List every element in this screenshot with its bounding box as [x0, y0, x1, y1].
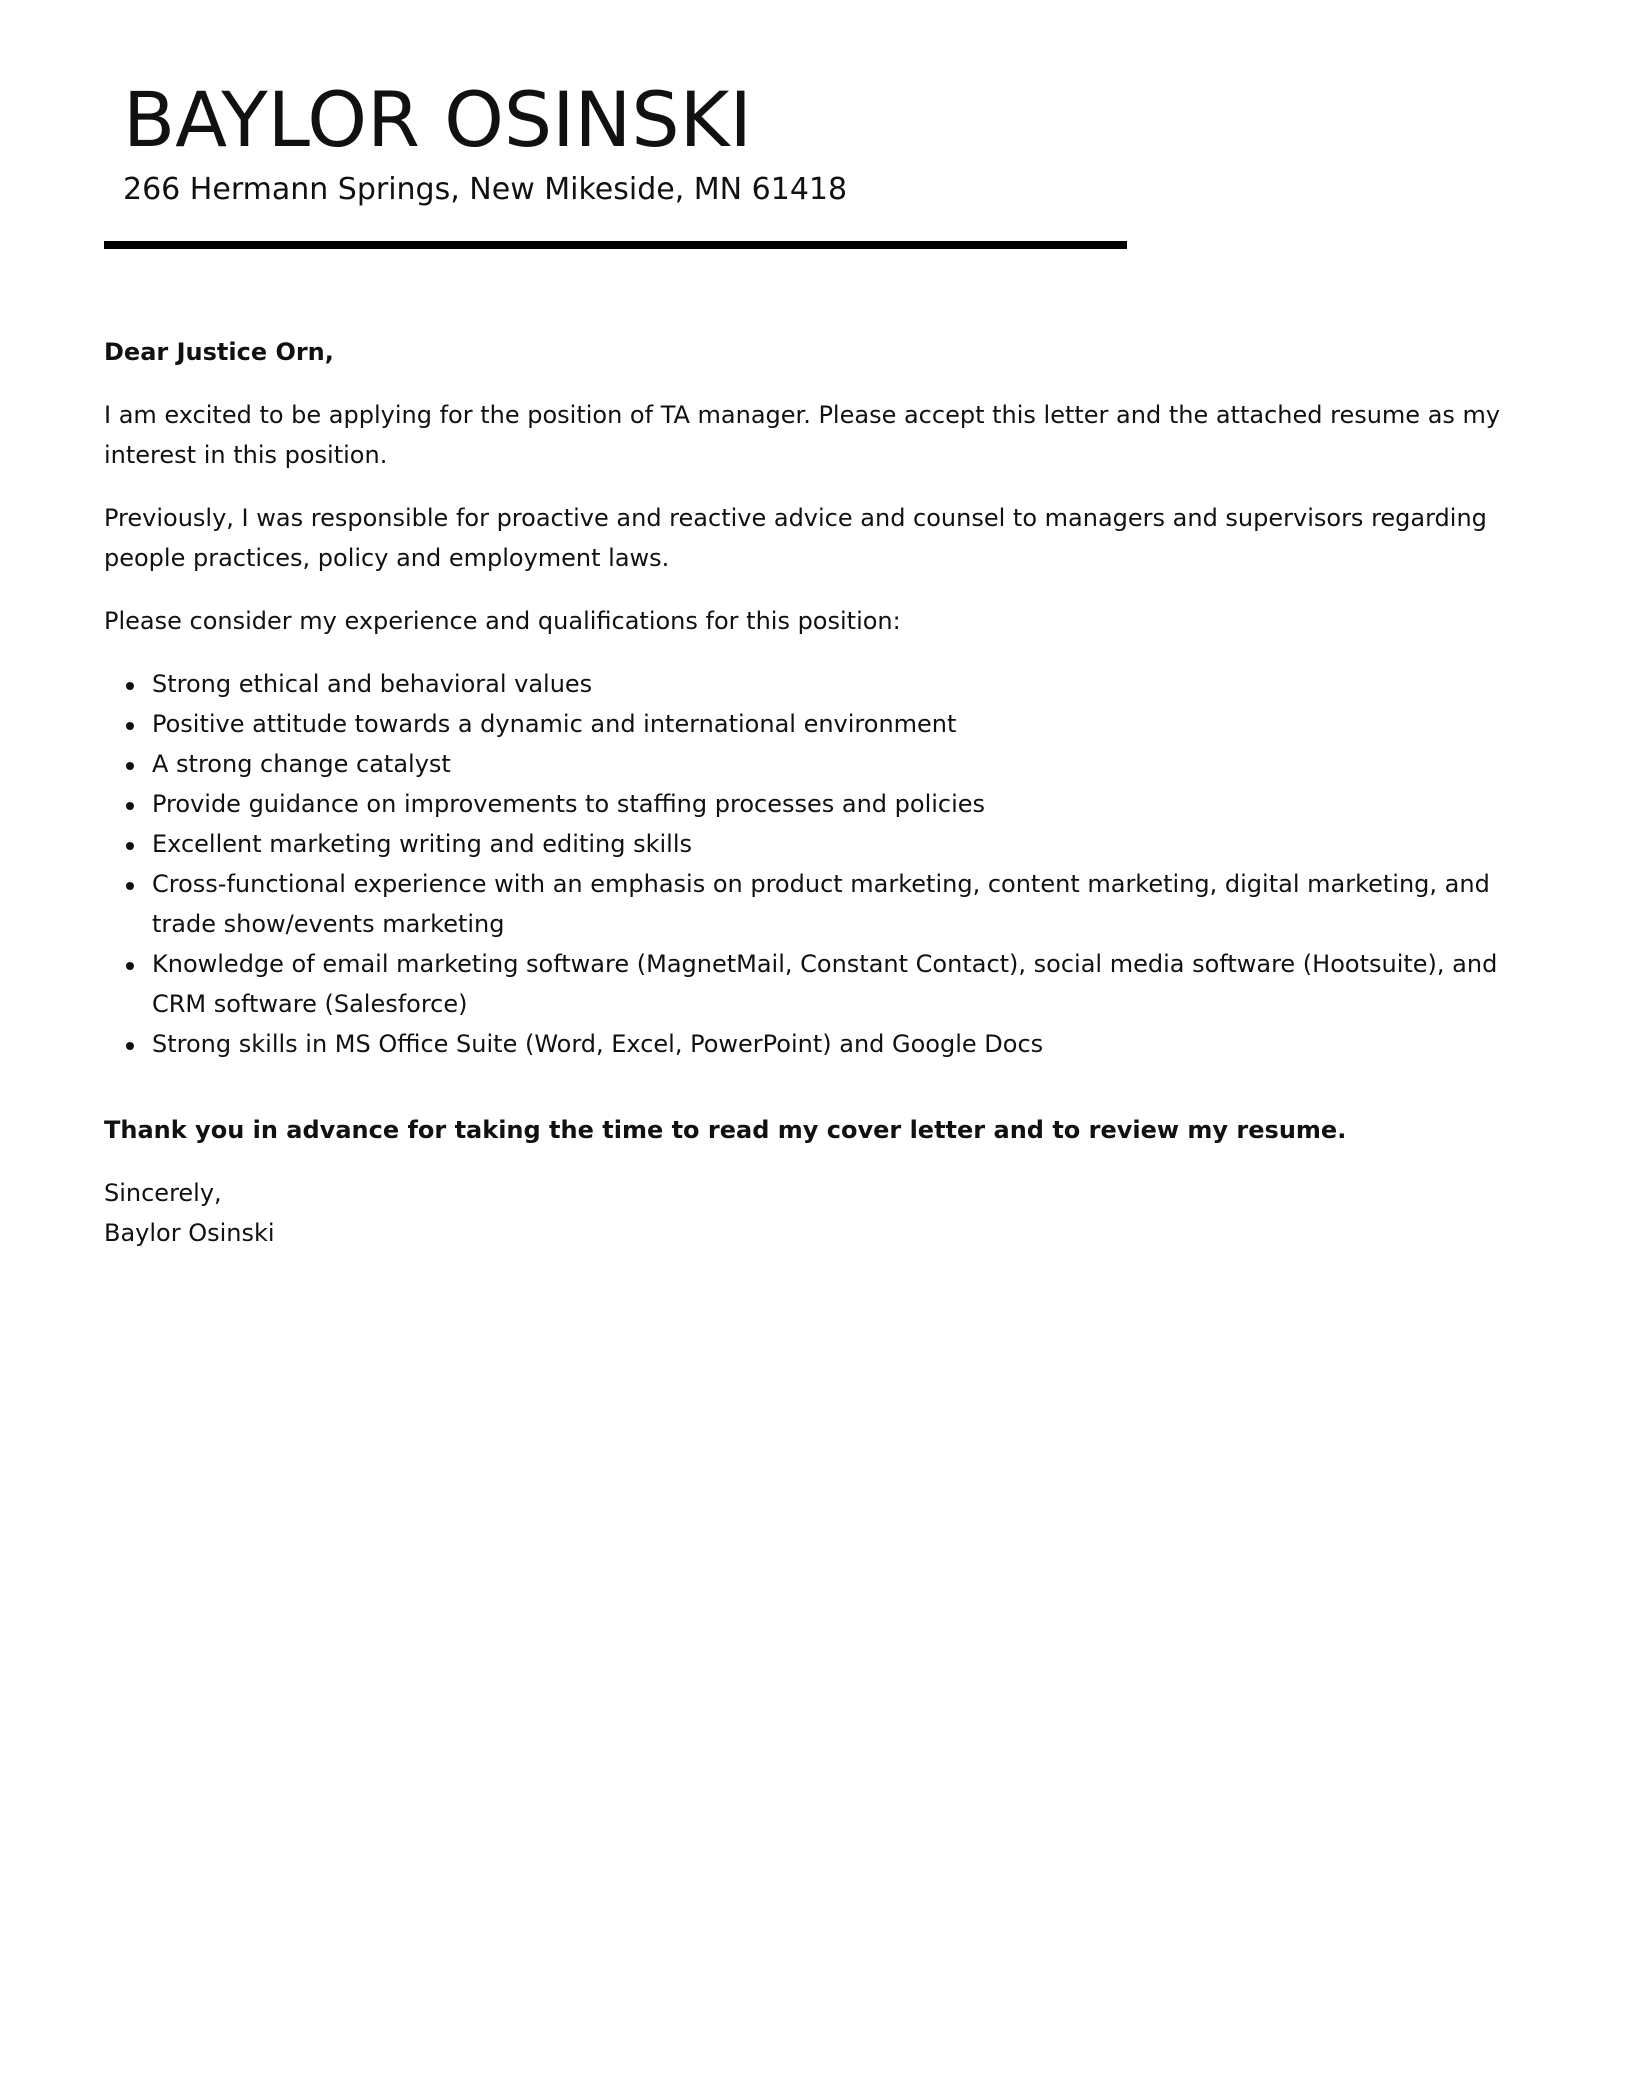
- list-item-text: A strong change catalyst: [152, 750, 451, 778]
- header-divider: [104, 241, 1127, 249]
- bullet-icon: [126, 682, 134, 690]
- list-item-text: Cross-functional experience with an emphasis on product marketing, content marketing, digital marketing, and trade show/events marketing: [152, 870, 1490, 938]
- applicant-address: 266 Hermann Springs, New Mikeside, MN 61418: [123, 172, 848, 207]
- list-item: [152, 784, 1534, 824]
- bullet-icon: [126, 762, 134, 770]
- bullet-icon: [126, 802, 134, 810]
- list-item-text: Provide guidance on improvements to staffing processes and policies: [152, 790, 986, 818]
- list-item: [152, 864, 1534, 944]
- bullet-icon: [126, 882, 134, 890]
- bullet-icon: [126, 722, 134, 730]
- qualifications-list: [104, 664, 1534, 1064]
- list-item-text: Excellent marketing writing and editing skills: [152, 830, 692, 858]
- list-item-text: Knowledge of email marketing software (MagnetMail, Constant Contact), social media software (Hootsuite), and CRM software (Salesforce): [152, 950, 1498, 1018]
- list-item: [152, 1024, 1534, 1064]
- qualifications-intro: Please consider my experience and qualifications for this position:: [104, 607, 901, 635]
- list-item-text: Strong skills in MS Office Suite (Word, Excel, PowerPoint) and Google Docs: [152, 1030, 1044, 1058]
- list-item-text: Positive attitude towards a dynamic and international environment: [152, 710, 957, 738]
- intro-paragraph: I am excited to be applying for the position of TA manager. Please accept this letter and the attached resume as my interest in this position.: [104, 401, 1501, 469]
- list-item: [152, 744, 1534, 784]
- list-item: [152, 704, 1534, 744]
- bullet-icon: [126, 842, 134, 850]
- bullet-icon: [126, 962, 134, 970]
- greeting: Dear Justice Orn,: [104, 338, 334, 366]
- letter-body: [104, 332, 1534, 1253]
- list-item-text: Strong ethical and behavioral values: [152, 670, 593, 698]
- applicant-name: BAYLOR OSINSKI: [123, 75, 752, 164]
- list-item: [152, 824, 1534, 864]
- signature-name: Baylor Osinski: [104, 1219, 275, 1247]
- signoff: Sincerely,: [104, 1179, 222, 1207]
- bullet-icon: [126, 1042, 134, 1050]
- experience-paragraph: Previously, I was responsible for proactive and reactive advice and counsel to managers and supervisors regarding people practices, policy and employment laws.: [104, 504, 1487, 572]
- list-item: [152, 944, 1534, 1024]
- closing-line: Thank you in advance for taking the time to read my cover letter and to review my resume.: [104, 1116, 1347, 1144]
- list-item: [152, 664, 1534, 704]
